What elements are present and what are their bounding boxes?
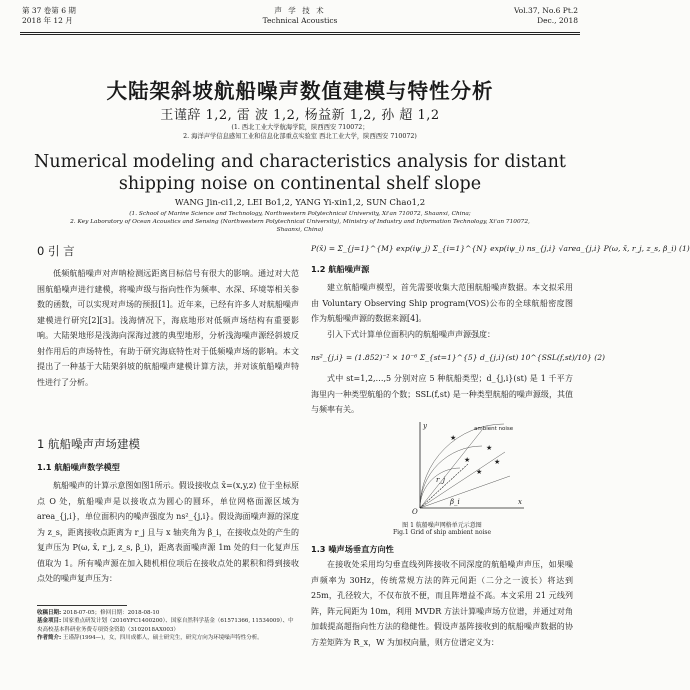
- header-center: [0, 6, 600, 26]
- footnotes: [37, 609, 299, 642]
- section-1-heading: 1 航船噪声声场建模: [37, 437, 140, 451]
- journal-date-cn: 2018 年 12 月: [22, 16, 73, 25]
- subsection-1-1-heading: 1.1 航船噪声数学模型: [37, 462, 120, 472]
- footnote-funding: 基金项目: 国家重点研发计划（2016YFC1400200）、国家自然科学基金（61571366, 11534009）、中央高校基本科研业务费专项资金资助（3102018AX003）: [37, 618, 294, 633]
- figure-1-caption-cn: 图 1 航船噪声网格单元示意图: [402, 522, 482, 529]
- ship-source-marker: ★: [464, 456, 471, 464]
- range-line: [420, 464, 468, 508]
- subsection-1-2-paragraph-2: 引入下式计算单位面积内的航船噪声声源强度：: [327, 329, 495, 339]
- paper-title-cn: 大陆架斜坡航船噪声数值建模与特性分析: [106, 79, 494, 103]
- journal-volume-cn: 第 37 卷第 6 期: [22, 6, 76, 15]
- figure-label-range: r_j: [436, 476, 446, 484]
- figure-label-y: y: [423, 422, 427, 430]
- section-0-paragraph: 低频航船噪声对声呐检测远距离目标信号有很大的影响。通过对大范围航船噪声进行建模，将噪声级与指向性作为频率、水深、环境等相关参数的函数，可以实现对声场的预报[1]。近年来，已经有许多人对航船噪声建模进行研究[2][3]。浅海情况下，海底地形对低频声场结构有重要影响。大陆架地形是浅海向深海过渡的典型地形，分析浅海噪声源经斜坡反射作用后的声场特性，有助于研究海底特性对于低频噪声场的影响。本文提出了一种基于大陆架斜坡的航船噪声建模计算方法，并对该航船噪声特性进行了分析。: [37, 269, 299, 387]
- section-0-body: [37, 266, 299, 390]
- paper-title-en-line1: Numerical modeling and characteristics analysis for distant: [34, 152, 566, 172]
- subsection-1-2-heading: 1.2 航船噪声源: [311, 264, 370, 274]
- ship-source-marker: ★: [476, 468, 483, 476]
- journal-date-en: Dec., 2018: [537, 16, 578, 25]
- footnote-rule: [37, 605, 127, 606]
- footnote-received: 收稿日期: 2018-07-05；修回日期：2018-08-10: [37, 610, 160, 616]
- grid-arc: [420, 424, 504, 508]
- ship-source-marker: ★: [486, 444, 493, 452]
- subsection-1-2-paragraph-1: 建立航船噪声模型，首先需要收集大范围航船噪声数据。本文拟采用由 Voluntary Observing Ship program(VOS)公布的全球航船密度图作为航船噪声源的数据来源[4]。: [311, 283, 573, 323]
- authors-en: WANG Jin-ci1,2, LEI Bo1,2, YANG Yi-xin1,2, SUN Chao1,2: [174, 198, 426, 208]
- journal-name-en: Technical Acoustics: [262, 16, 338, 25]
- journal-name-cn: 声 学 技 术: [274, 6, 326, 15]
- figure-label-x: x: [518, 498, 522, 506]
- equation-2: ns²_{j,i} = (1.852)⁻² × 10⁻⁶ Σ_{st=1}^{5} d_{j,i}(st) 10^{SSL(f,st)/10} (2): [311, 353, 605, 362]
- equation-2-explanation: [311, 371, 573, 418]
- footnote-author: 作者简介: 王谨辞(1994—)，女，四川成都人，硕士研究生，研究方向为环境噪声特性分析。: [37, 634, 263, 641]
- affiliation-cn-1: (1. 西北工业大学航海学院，陕西西安 710072；: [231, 124, 369, 131]
- subsection-1-3-heading: 1.3 噪声场垂直方向性: [311, 544, 394, 554]
- paper-title-en-line2: shipping noise on continental shelf slope: [118, 174, 482, 194]
- figure-label-ambient-noise: ambient noise: [474, 426, 514, 432]
- figure-1-caption-en: Fig.1 Grid of ship ambient noise: [392, 529, 492, 536]
- authors-cn: 王谨辞 1,2, 雷 波 1,2, 杨益新 1,2, 孙 超 1,2: [160, 108, 440, 123]
- equation-2-explanation-text: 式中 st=1,2,…,5 分别对应 5 种航船类型；d_{j,i}(st) 是 1 千平方海里内一种类型航船的个数；SSL(f,st) 是一种类型航船的噪声源级，其值与频率有关。: [311, 374, 573, 414]
- grid-radial: [420, 476, 510, 508]
- journal-volume-en: Vol.37, No.6 Pt.2: [513, 6, 578, 15]
- subsection-1-2-body: [311, 280, 573, 342]
- grid-radial: [420, 452, 505, 508]
- affiliation-en-3: Shaanxi, China): [276, 227, 324, 233]
- ship-source-marker: ★: [494, 458, 501, 466]
- subsection-1-1-paragraph: 航船噪声的计算示意图如图1所示。假设接收点 x̄=(x,y,z) 位于坐标原点 O 处，航船噪声是以接收点为圆心的圆环，单位网格面源区域为 area_{j,i}，单位面积内的噪声强度为 ns²_{j,i}。假设海面噪声源的深度为 z_s，距离接收点距离为 r_j 且与 x 轴夹角为 β_i，在接收点处的产生的复声压为 P(ω, x̄, r_j, z_s, β_i)，距离表面噪声源 1m 处的归一化复声压值取为 1。所有噪声源在加入随机相位项后在接收点处的累积和得到接收点处的噪声复声压为：: [37, 481, 299, 583]
- section-0-heading: 0 引 言: [37, 244, 75, 258]
- ship-source-marker: ★: [450, 434, 457, 442]
- subsection-1-3-paragraph: 在接收处采用均匀垂直线列阵接收不同深度的航船噪声声压，如果噪声频率为 30Hz，传统常规方法的阵元间距（二分之一波长）将达到 25m，孔径较大，不仅布放不便，而且阵增益不高。本文采用 21 元线列阵，阵元间距为 10m，利用 MVDR 方法计算噪声场方位谱，并通过对角加载提高超指向性方法的稳健性。假设声基阵接收到的航船噪声数据的协方差矩阵为 R_x，W 为加权向量，则方位谱定义为：: [311, 560, 573, 647]
- affiliation-en-1: (1. School of Marine Science and Technology, Northwestern Polytechnical University, Xi'an 710072, Shaanxi, China;: [129, 211, 471, 217]
- affiliation-cn-2: 2. 海洋声学信息感知工业和信息化部重点实验室 西北工业大学，陕西西安 710072): [183, 133, 417, 140]
- equation-1: P(x̄) = Σ_{j=1}^{M} exp(iψ_j) Σ_{i=1}^{N} exp(iψ_i) ns_{j,i} √area_{j,i} P(ω, x̄, r_j, z_s, β_i) (1): [311, 244, 690, 253]
- subsection-1-1-body: [37, 478, 299, 587]
- paper-title-en: [0, 151, 600, 195]
- affiliation-en-2: 2. Key Laboratory of Ocean Acoustics and Sensing (Northwestern Polytechnical University), Ministry of Industry and Information Technology, Xi'an 710072,: [70, 219, 530, 225]
- header-rule: [20, 32, 580, 35]
- figure-label-angle: β_i: [450, 498, 460, 506]
- figure-label-origin: O: [412, 508, 418, 516]
- figure-1-diagram: [350, 420, 530, 516]
- header-right: [514, 6, 578, 26]
- subsection-1-3-body: [311, 557, 573, 650]
